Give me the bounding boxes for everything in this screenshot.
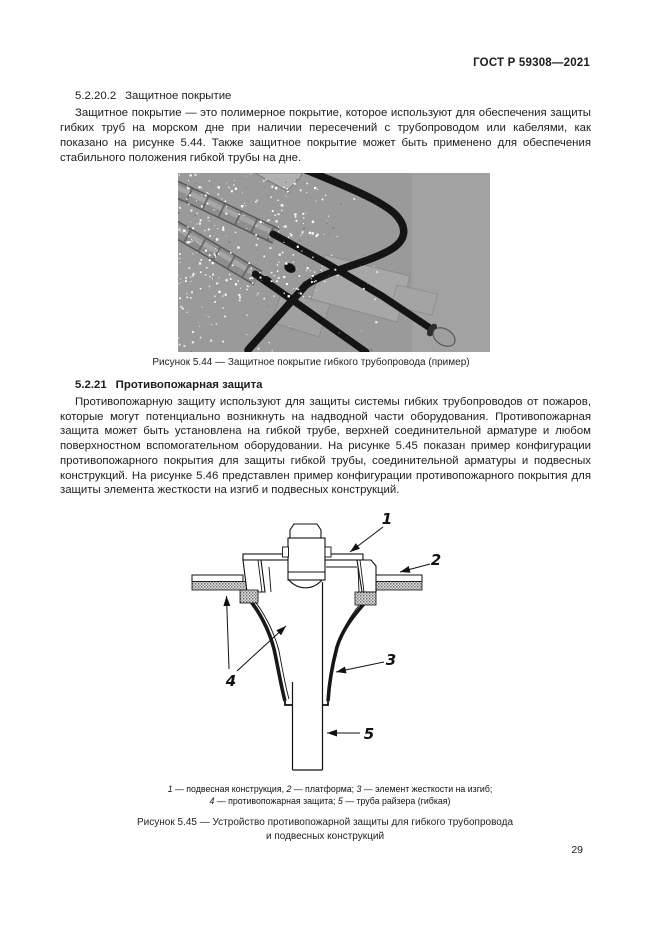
legend-num: 2 [286, 784, 292, 794]
section-number: 5.2.20.2 [75, 90, 117, 102]
section-title: Защитное покрытие [125, 90, 232, 102]
legend-text: — платформа; [291, 784, 357, 794]
diagram-riser-pipe [293, 582, 323, 770]
document-header: ГОСТ Р 59308—2021 [473, 57, 590, 69]
diagram-connector [283, 524, 332, 588]
caption-line-1: Рисунок 5.45 — Устройство противопожарной защиты для гибкого трубопровода [136, 817, 514, 828]
section-number: 5.2.21 [75, 379, 107, 391]
figure-5-44-caption: Рисунок 5.44 — Защитное покрытие гибкого трубопровода (пример) [152, 357, 470, 368]
section-title: Противопожарная защита [115, 379, 263, 391]
paragraph-fire-protection: Противопожарную защиту используют для защиты системы гибких трубопроводов от пожаров, которые могут потенциально возникнуть на надводной части оборудования. Противопожарная защита может быть установлена на гибкой трубе, верхней соединительной арматуре и любом поверхностном вспомогательном оборудовании. На рисунке 5.45 показан пример конфигурации противопожарного покрытия для защиты гибкой трубы, соединительной арматуры и подвесных конструкций. На рисунке 5.46 представлен пример конфигурации противопожарного покрытия для защиты элемента жесткости на изгиб и подвесных конструкций. [60, 396, 591, 497]
callout-4: 4 [225, 672, 237, 690]
callout-1: 1 [381, 510, 393, 528]
diagram-bend-stiffener [247, 597, 370, 705]
legend-text: — труба райзера (гибкая) [342, 795, 451, 806]
callout-2: 2 [430, 551, 442, 569]
figure-5-45-diagram [150, 505, 500, 790]
legend-line-2 [60, 796, 600, 808]
legend-num: 5 [337, 795, 343, 806]
section-heading-5-2-21 [75, 379, 262, 391]
legend-num: 3 [356, 784, 362, 794]
subsea-pipeline-photo [178, 173, 490, 352]
legend-text: — подвесная конструкция, [172, 784, 287, 794]
caption-line-2: и подвесных конструкций [265, 831, 385, 842]
fire-protection-diagram [150, 505, 500, 790]
figure-5-45-caption [60, 816, 590, 844]
paragraph-protective-coating: Защитное покрытие — это полимерное покрытие, которое используют для обеспечения защиты гибких труб на морском дне при наличии пересечений с трубопроводом или кабелями, как показано на рисунке 5.44. Также защитное покрытие может быть применено для обеспечения стабильного положения гибкой трубы на дне. [60, 107, 591, 164]
legend-line-1 [60, 784, 600, 796]
figure-5-45-legend [60, 784, 600, 807]
legend-num: 1 [167, 784, 173, 794]
callout-5: 5 [363, 725, 375, 743]
legend-num: 4 [209, 795, 215, 806]
legend-text: — элемент жесткости на изгиб; [361, 784, 493, 794]
figure-5-44-photo [178, 173, 490, 352]
page-number: 29 [571, 844, 583, 856]
callout-3: 3 [385, 651, 397, 669]
legend-text: — противопожарная защита; [214, 795, 338, 806]
section-heading-5-2-20-2 [75, 90, 231, 102]
